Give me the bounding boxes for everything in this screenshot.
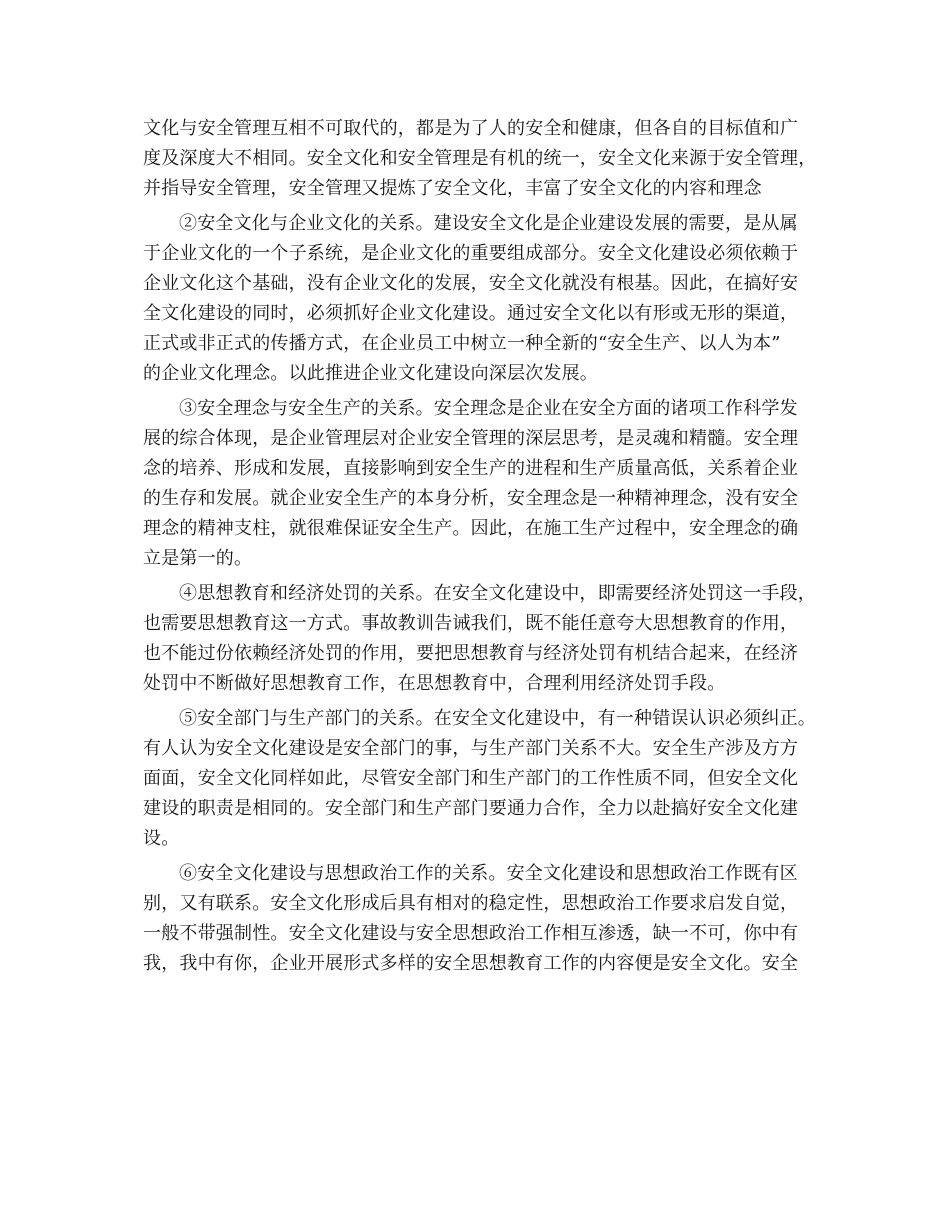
text-line: 建设的职责是相同的。安全部门和生产部门要通力合作，全力以赴搞好安全文化建 bbox=[143, 798, 799, 819]
text-line: ④思想教育和经济处罚的关系。在安全文化建设中，即需要经济处罚这一手段， bbox=[179, 583, 816, 604]
paragraph bbox=[143, 579, 823, 699]
text-line: 正式或非正式的传播方式，在企业员工中树立一种全新的“安全生产、以人为本” bbox=[143, 333, 781, 354]
paragraph bbox=[143, 704, 823, 854]
text-line: 展的综合体现，是企业管理层对企业安全管理的深层思考，是灵魂和精髓。安全理 bbox=[143, 428, 799, 449]
text-line: 理念的精神支柱，就很难保证安全生产。因此，在施工生产过程中，安全理念的确 bbox=[143, 518, 799, 539]
text-line: 于企业文化的一个子系统，是企业文化的重要组成部分。安全文化建设必须依赖于 bbox=[143, 243, 799, 264]
text-line: ②安全文化与企业文化的关系。建设安全文化是企业建设发展的需要，是从属 bbox=[179, 213, 798, 234]
text-line: 别，又有联系。安全文化形成后具有相对的稳定性，思想政治工作要求启发自觉， bbox=[143, 893, 799, 914]
text-line: 文化与安全管理互相不可取代的，都是为了人的安全和健康，但各自的目标值和广 bbox=[143, 118, 799, 139]
text-line: 设。 bbox=[143, 828, 180, 849]
text-line: ③安全理念与安全生产的关系。安全理念是企业在安全方面的诸项工作科学发 bbox=[179, 398, 798, 419]
text-line: 有人认为安全文化建设是安全部门的事，与生产部门关系不大。安全生产涉及方方 bbox=[143, 738, 799, 759]
text-line: 处罚中不断做好思想教育工作，在思想教育中，合理利用经济处罚手段。 bbox=[143, 673, 726, 694]
text-line: 一般不带强制性。安全文化建设与安全思想政治工作相互渗透，缺一不可，你中有 bbox=[143, 923, 799, 944]
text-line: ⑤安全部门与生产部门的关系。在安全文化建设中，有一种错误认识必须纠正。 bbox=[179, 708, 816, 729]
paragraph bbox=[143, 394, 823, 574]
text-line: 的企业文化理念。以此推进企业文化建设向深层次发展。 bbox=[143, 363, 598, 384]
text-line: 念的培养、形成和发展，直接影响到安全生产的进程和生产质量高低，关系着企业 bbox=[143, 458, 799, 479]
paragraph bbox=[143, 209, 823, 389]
text-line: 也需要思想教育这一方式。事故教训告诫我们，既不能任意夸大思想教育的作用， bbox=[143, 613, 799, 634]
text-line: 度及深度大不相同。安全文化和安全管理是有机的统一，安全文化来源于安全管理， bbox=[143, 148, 817, 169]
text-line: ⑥安全文化建设与思想政治工作的关系。安全文化建设和思想政治工作既有区 bbox=[179, 863, 798, 884]
text-line: 企业文化这个基础，没有企业文化的发展，安全文化就没有根基。因此，在搞好安 bbox=[143, 273, 799, 294]
text-line: 并指导安全管理，安全管理又提炼了安全文化，丰富了安全文化的内容和理念 bbox=[143, 178, 762, 199]
text-line: 的生存和发展。就企业安全生产的本身分析，安全理念是一种精神理念，没有安全 bbox=[143, 488, 799, 509]
text-line: 全文化建设的同时，必须抓好企业文化建设。通过安全文化以有形或无形的渠道， bbox=[143, 303, 799, 324]
paragraph bbox=[143, 114, 823, 204]
paragraph bbox=[143, 859, 823, 979]
text-line: 立是第一的。 bbox=[143, 548, 253, 569]
text-line: 我，我中有你，企业开展形式多样的安全思想教育工作的内容便是安全文化。安全 bbox=[143, 953, 799, 974]
text-line: 也不能过份依赖经济处罚的作用，要把思想教育与经济处罚有机结合起来，在经济 bbox=[143, 643, 799, 664]
text-line: 面面，安全文化同样如此，尽管安全部门和生产部门的工作性质不同，但安全文化 bbox=[143, 768, 799, 789]
document-body bbox=[143, 114, 823, 979]
